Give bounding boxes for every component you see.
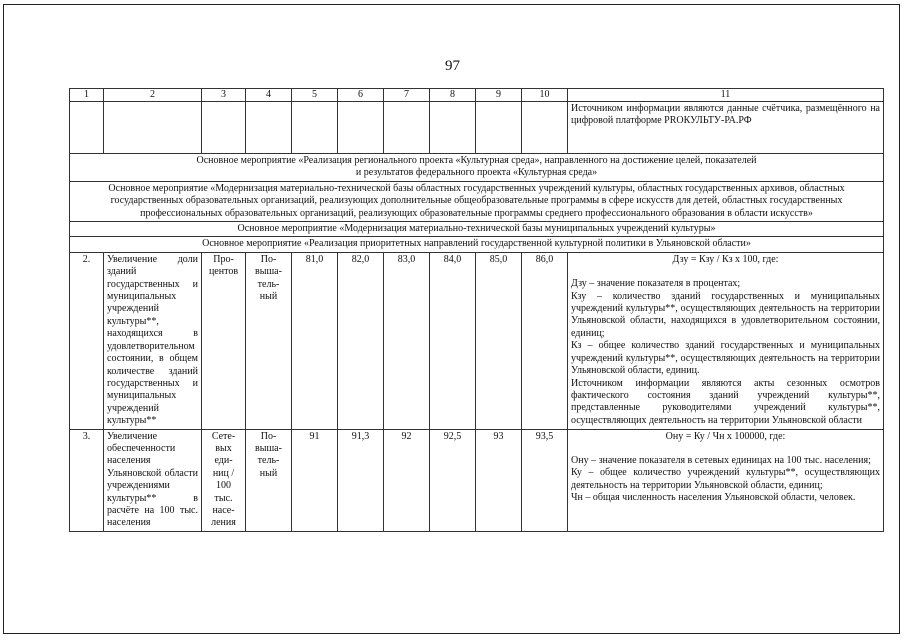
type-cell: По- выша- тель- ный — [246, 429, 292, 531]
header-cell: 9 — [476, 89, 522, 102]
section-title: Основное мероприятие «Реализация приоритетных направлений государственной культурной политики в Ульяновской области» — [70, 237, 884, 252]
type-cell: По- выша- тель- ный — [246, 252, 292, 429]
method-cell — [568, 429, 884, 531]
header-cell: 5 — [292, 89, 338, 102]
unit-cell: Про- центов — [202, 252, 246, 429]
continuation-row — [70, 102, 884, 154]
value-cell: 86,0 — [522, 252, 568, 429]
header-cell: 4 — [246, 89, 292, 102]
value-cell: 93 — [476, 429, 522, 531]
row-number: 3. — [70, 429, 104, 531]
section-row — [70, 181, 884, 221]
value-cell: 82,0 — [338, 252, 384, 429]
indicator-name: Увеличение доли зданий государственных и муниципальных учреждений культуры**, находящихся в удовлетворительном состоянии, в общем количестве зданий государственных и муниципальных учреждений культуры** — [104, 252, 202, 429]
formula: Ону = Ку / Чн х 100000, где: — [665, 430, 786, 442]
indicators-table — [69, 88, 884, 532]
header-cell: 2 — [104, 89, 202, 102]
table-row — [70, 252, 884, 429]
header-cell: 11 — [568, 89, 884, 102]
method-cell — [568, 252, 884, 429]
unit-cell: Сете- вых еди- ниц / 100 тыс. насе- ления — [202, 429, 246, 531]
value-cell: 92 — [384, 429, 430, 531]
formula: Дзу = Кзу / Кз х 100, где: — [672, 253, 779, 265]
method-description: Дзу – значение показателя в процентах; Кзу – количество зданий государственных и муниципальных учреждений культуры**, осуществляющих деятельность на территории Ульяновской области, находящихся в удовлетворительном состоянии, единиц; Кз – общее количество зданий государственных и муниципальных учреждений культуры**, осуществляющих деятельность на территории Ульяновской области, единиц. Источником информации являются акты сезонных осмотров фактического состояния зданий учреждений культуры**, представленные руководителями учреждений культуры**, осуществляющих деятельность на территории Ульяновской области — [571, 278, 880, 426]
value-cell: 91 — [292, 429, 338, 531]
page-number: 97 — [445, 58, 460, 74]
header-cell: 10 — [522, 89, 568, 102]
header-cell: 1 — [70, 89, 104, 102]
header-cell: 7 — [384, 89, 430, 102]
continuation-text: Источником информации являются данные счётчика, размещённого на цифровой платформе PROКУЛЬТУ-РА.РФ — [568, 102, 884, 154]
value-cell: 81,0 — [292, 252, 338, 429]
value-cell: 84,0 — [430, 252, 476, 429]
section-title: Основное мероприятие «Модернизация материально-технической базы муниципальных учреждений культуры» — [70, 222, 884, 237]
header-cell: 6 — [338, 89, 384, 102]
section-title: Основное мероприятие «Модернизация материально-технической базы областных государственных учреждений культуры, областных государственных архивов, областных государственных образовательных организаций, реализующих дополнительные общеобразовательные программы в сфере искусств для детей, областных государственных профессиональных образовательных организаций, реализующих образовательные программы среднего профессионального образования в области искусств» — [70, 181, 884, 221]
value-cell: 93,5 — [522, 429, 568, 531]
header-row — [70, 89, 884, 102]
value-cell: 91,3 — [338, 429, 384, 531]
indicator-name: Увеличение обеспеченности населения Ульяновской области учреждениями культуры** в расчёте на 100 тыс. населения — [104, 429, 202, 531]
section-row — [70, 222, 884, 237]
table-row — [70, 429, 884, 531]
section-row — [70, 237, 884, 252]
value-cell: 85,0 — [476, 252, 522, 429]
value-cell: 83,0 — [384, 252, 430, 429]
header-cell: 8 — [430, 89, 476, 102]
section-title: Основное мероприятие «Реализация регионального проекта «Культурная среда», направленного на достижение целей, показателей и результатов федерального проекта «Культурная среда» — [70, 154, 884, 182]
method-description: Ону – значение показателя в сетевых единицах на 100 тыс. населения; Ку – общее количество учреждений культуры**, осуществляющих деятельность на территории Ульяновской области, единиц; Чн – общая численность населения Ульяновской области, человек. — [571, 454, 880, 504]
section-row — [70, 154, 884, 182]
value-cell: 92,5 — [430, 429, 476, 531]
row-number: 2. — [70, 252, 104, 429]
header-cell: 3 — [202, 89, 246, 102]
